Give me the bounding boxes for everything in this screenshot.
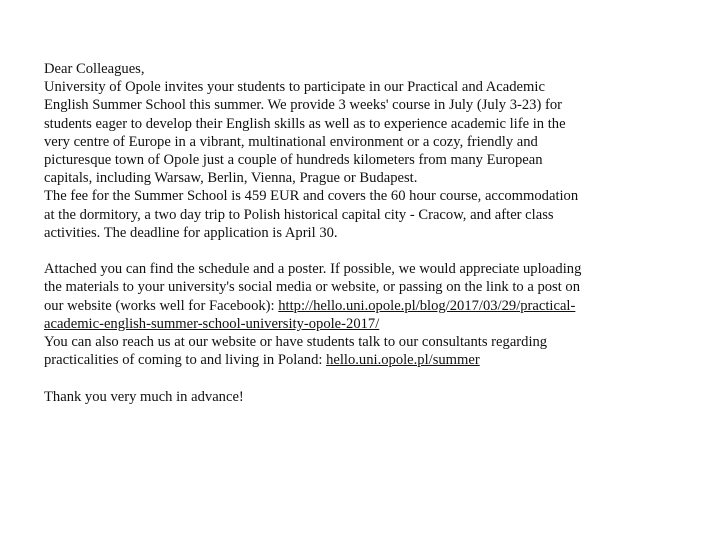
- paragraph-gap: [44, 369, 684, 387]
- body-line: capitals, including Warsaw, Berlin, Vienna, Prague or Budapest.: [44, 170, 418, 187]
- body-line: the materials to your university's social media or website, or passing on the link to a post on: [44, 279, 581, 296]
- body-line: You can also reach us at our website or have students talk to our consultants regarding: [44, 334, 548, 351]
- email-body: [44, 60, 684, 406]
- link-intro-text: our website (works well for Facebook):: [44, 297, 279, 314]
- body-line-with-link: [44, 351, 684, 369]
- body-line: The fee for the Summer School is 459 EUR and covers the 60 hour course, accommodation: [44, 188, 579, 205]
- body-line: students eager to develop their English skills as well as to experience academic life in the: [44, 115, 566, 132]
- body-line: University of Opole invites your students to participate in our Practical and Academic: [44, 79, 545, 96]
- body-line: English Summer School this summer. We provide 3 weeks' course in July (July 3-23) for: [44, 97, 562, 114]
- body-line: very centre of Europe in a vibrant, multinational environment or a cozy, friendly and: [44, 133, 538, 150]
- body-line: at the dormitory, a two day trip to Polish historical capital city - Cracow, and after class: [44, 206, 554, 223]
- blog-post-link[interactable]: http://hello.uni.opole.pl/blog/2017/03/29/practical-: [278, 297, 576, 314]
- link-intro-text: practicalities of coming to and living in Poland:: [44, 352, 327, 369]
- body-line-with-link: [44, 315, 684, 333]
- greeting: Dear Colleagues,: [44, 61, 145, 77]
- body-line: picturesque town of Opole just a couple of hundreds kilometers from many European: [44, 152, 543, 169]
- body-line: Attached you can find the schedule and a poster. If possible, we would appreciate uploading: [44, 261, 582, 278]
- blog-post-link-continuation[interactable]: academic-english-summer-school-university-opole-2017/: [44, 315, 380, 332]
- body-line: activities. The deadline for application is April 30.: [44, 224, 338, 241]
- closing-line: Thank you very much in advance!: [44, 388, 244, 405]
- body-line-with-link: [44, 297, 684, 315]
- summer-school-link[interactable]: hello.uni.opole.pl/summer: [326, 352, 480, 369]
- paragraph-gap: [44, 242, 684, 260]
